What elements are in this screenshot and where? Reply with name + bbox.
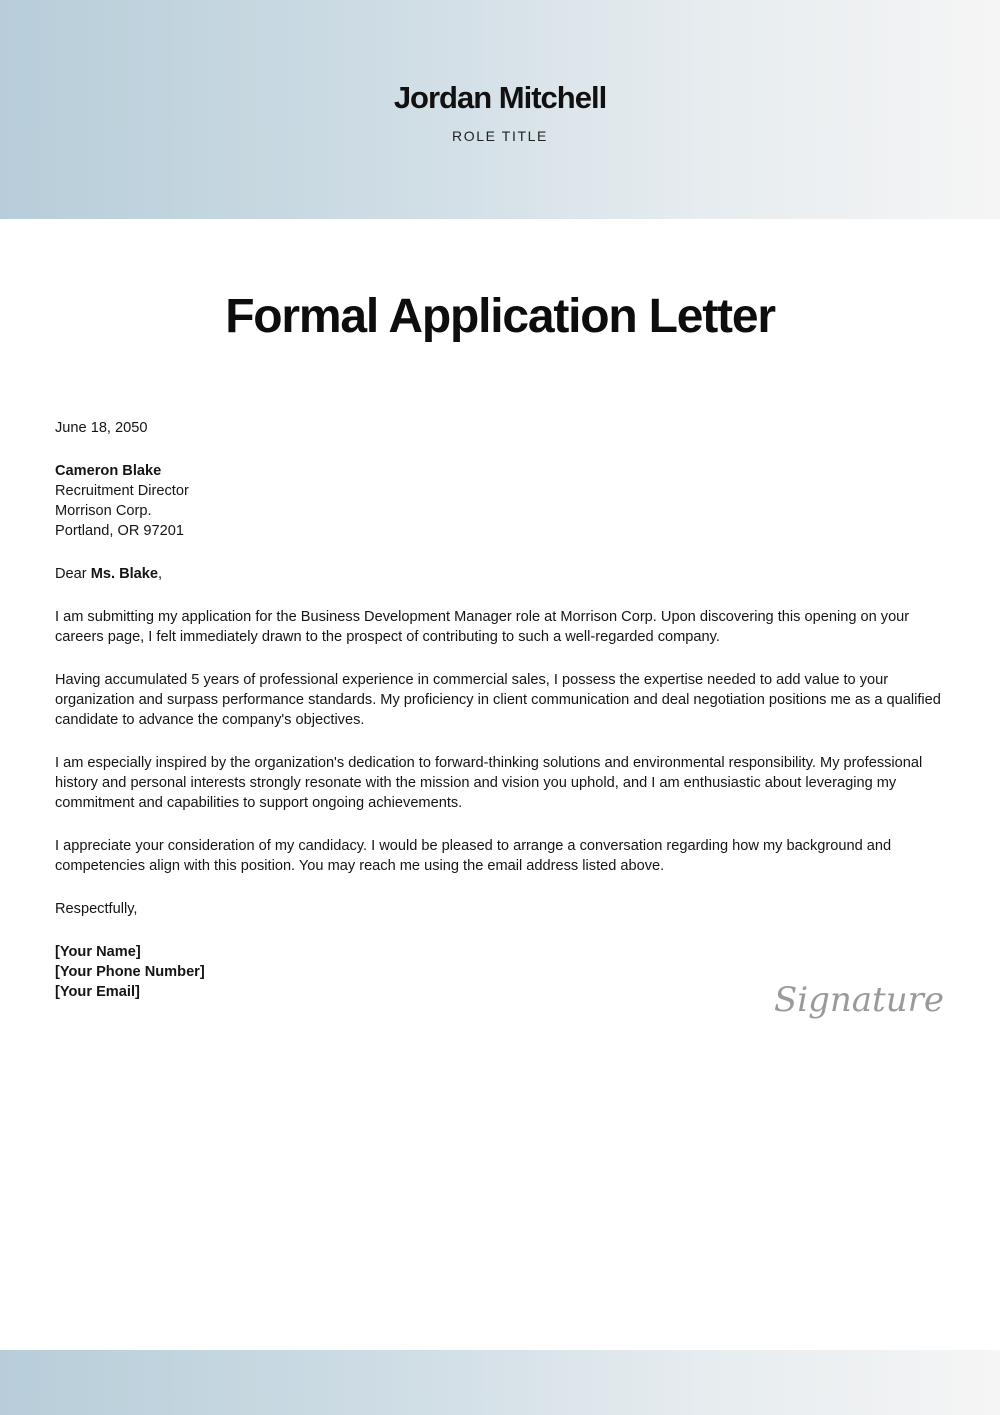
recipient-company: Morrison Corp. [55,503,152,519]
role-title: ROLE TITLE [452,128,548,144]
recipient-block [55,461,950,541]
sender-name-heading: Jordan Mitchell [393,80,607,115]
body-paragraph-4: I appreciate your consideration of my candidacy. I would be pleased to arrange a conversation regarding how my background and competencies align with this position. You may reach me using the email address listed above. [55,838,892,874]
document-title: Formal Application Letter [225,290,775,343]
sender-name: [Your Name] [55,944,141,960]
letter-body [55,418,950,1025]
salutation-name: Ms. Blake [90,566,159,582]
recipient-position: Recruitment Director [55,483,189,499]
signature: Signature [773,980,944,1020]
recipient-name: Cameron Blake [55,463,162,479]
letter-date: June 18, 2050 [55,420,148,436]
salutation [55,564,950,584]
sender-phone: [Your Phone Number] [55,964,205,980]
closing: Respectfully, [55,901,138,917]
body-paragraph-3: I am especially inspired by the organization's dedication to forward-thinking solutions and environmental responsibility. My professional history and personal interests strongly resonate with the mission and vision you uphold, and I am enthusiastic about leveraging my commitment and capabilities to support ongoing achievements. [55,755,923,811]
salutation-prefix: Dear [55,566,91,582]
body-paragraph-1: I am submitting my application for the Business Development Manager role at Morrison Corp. Upon discovering this opening on your careers page, I felt immediately drawn to the prospect of contributing to such a well-regarded company. [55,609,910,645]
recipient-address: Portland, OR 97201 [55,523,184,539]
footer-banner [0,1350,1000,1415]
sender-email: [Your Email] [55,984,140,1000]
body-paragraph-2: Having accumulated 5 years of professional experience in commercial sales, I possess the expertise needed to add value to your organization and surpass performance standards. My proficiency in client communication and deal negotiation positions me as a qualified candidate to advance the company's objectives. [55,672,941,728]
salutation-suffix: , [158,566,163,582]
